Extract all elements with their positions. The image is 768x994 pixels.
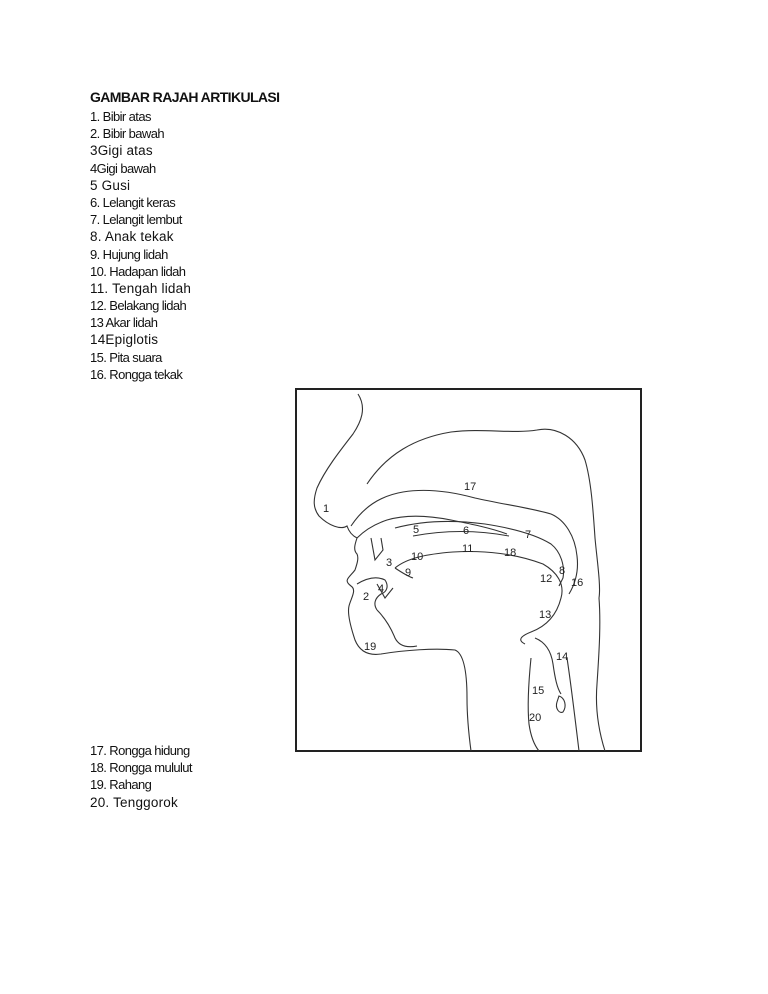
label-10: 10 — [411, 551, 424, 563]
list-item: 5 Gusi — [90, 177, 131, 193]
label-2: 2 — [363, 591, 370, 603]
jaw-outline — [377, 610, 417, 647]
list-item: 15. Pita suara — [90, 349, 162, 365]
list-item: 13 Akar lidah — [90, 315, 158, 331]
label-20: 20 — [529, 712, 542, 724]
label-9: 9 — [405, 567, 412, 579]
label-14: 14 — [556, 651, 569, 663]
list-item: 1. Bibir atas — [90, 109, 151, 124]
list-item: 4Gigi bawah — [90, 160, 156, 176]
label-19: 19 — [364, 641, 377, 653]
list-item: 9. Hujung lidah — [90, 246, 168, 262]
list-item: 18. Rongga mululut — [90, 760, 192, 776]
list-item: 2. Bibir bawah — [90, 126, 164, 142]
vocal-cord — [556, 696, 565, 712]
pharynx-wall — [596, 598, 605, 751]
list-item: 16. Rongga tekak — [90, 366, 183, 382]
upper-teeth — [357, 516, 507, 538]
articulation-diagram — [295, 388, 642, 752]
trachea-wall — [567, 658, 579, 751]
label-16: 16 — [571, 577, 584, 589]
label-11: 11 — [462, 543, 474, 555]
label-8: 8 — [559, 565, 566, 577]
list-item: 8. Anak tekak — [90, 229, 174, 245]
label-7: 7 — [525, 529, 532, 541]
list-item: 10. Hadapan lidah — [90, 263, 186, 279]
list-item: 6. Lelangit keras — [90, 194, 176, 210]
label-12: 12 — [540, 573, 553, 585]
label-list-bottom — [90, 742, 192, 811]
hard-palate — [413, 532, 509, 537]
list-item: 19. Rahang — [90, 777, 152, 793]
label-17: 17 — [464, 481, 477, 493]
label-15: 15 — [532, 685, 545, 697]
head-profile-outline — [314, 394, 474, 751]
larynx-outline — [528, 658, 542, 751]
label-13: 13 — [539, 609, 552, 621]
label-18: 18 — [504, 547, 517, 559]
list-item: 11. Tengah lidah — [90, 280, 192, 296]
page-title: GAMBAR RAJAH ARTIKULASI — [90, 89, 280, 105]
tongue-surface — [395, 552, 562, 645]
label-list-top — [90, 108, 191, 383]
diagram-frame — [296, 389, 641, 751]
list-item: 20. Tenggorok — [90, 794, 178, 810]
label-4: 4 — [378, 583, 385, 595]
list-item: 14Epiglotis — [90, 332, 159, 348]
list-item: 17. Rongga hidung — [90, 743, 190, 758]
list-item: 7. Lelangit lembut — [90, 212, 182, 228]
label-5: 5 — [413, 524, 420, 536]
upper-incisor — [371, 538, 383, 560]
list-item: 3Gigi atas — [90, 143, 153, 159]
list-item: 12. Belakang lidah — [90, 298, 187, 314]
label-3: 3 — [386, 557, 393, 569]
label-6: 6 — [463, 525, 470, 537]
label-1: 1 — [323, 503, 330, 515]
